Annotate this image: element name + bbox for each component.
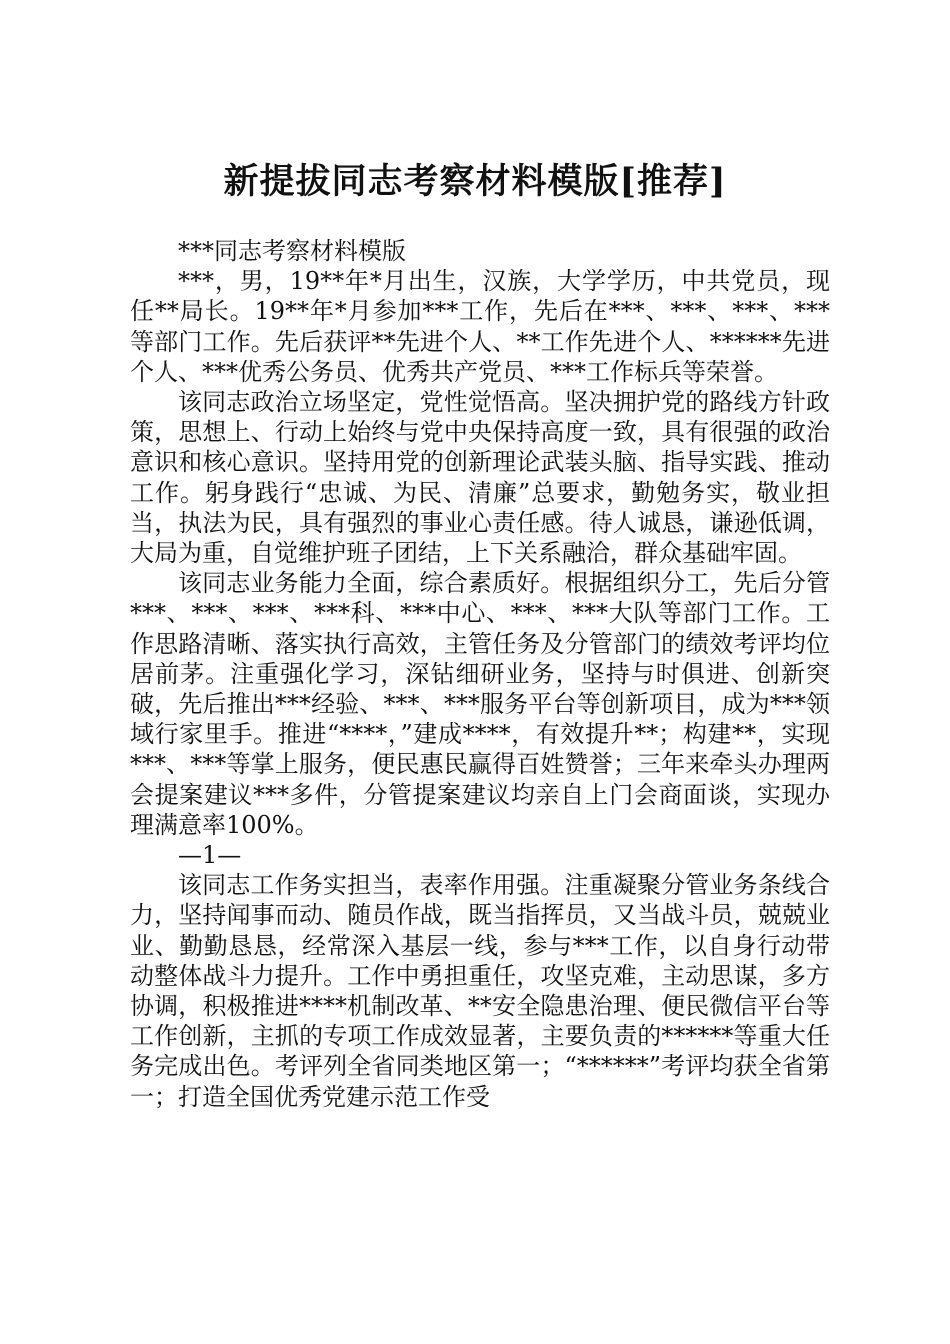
paragraph-intro: ***，男，19**年*月出生，汉族，大学学历，中共党员，现任**局长。19**年*月参加***工作，先后在***、***、***、***等部门工作。先后获评**先进个人、**工作先进个人、******先进个人、***优秀公务员、优秀共产党员、***工作标兵等荣誉。 (130, 267, 830, 386)
paragraph-political: 该同志政治立场坚定，党性觉悟高。坚决拥护党的路线方针政策，思想上、行动上始终与党中央保持高度一致，具有很强的政治意识和核心意识。坚持用党的创新理论武装头脑、指导实践、推动工作。躬身践行“忠诚、为民、清廉”总要求，勤勉务实，敬业担当，执法为民，具有强烈的事业心责任感。待人诚恳，谦逊低调，大局为重，自觉维护班子团结，上下关系融洽，群众基础牢固。 (130, 388, 830, 568)
paragraph-ability: 该同志业务能力全面，综合素质好。根据组织分工，先后分管***、***、***、***科、***中心、***、***大队等部门工作。工作思路清晰、落实执行高效，主管任务及分管部门的绩效考评均位居前茅。注重强化学习，深钻细研业务，坚持与时俱进、创新突破，先后推出***经验、***、***服务平台等创新项目，成为***领域行家里手。推进“****，”建成****，有效提升**；构建**，实现***、***等掌上服务，便民惠民赢得百姓赞誉；三年来牵头办理两会提案建议***多件，分管提案建议均亲自上门会商面谈，实现办理满意率100%。 (130, 569, 830, 839)
paragraph-work: 该同志工作务实担当，表率作用强。注重凝聚分管业务条线合力，坚持闻事而动、随员作战，既当指挥员，又当战斗员，兢兢业业、勤勤恳恳，经常深入基层一线，参与***工作，以自身行动带动整体战斗力提升。工作中勇担重任，攻坚克难，主动思谋，多方协调，积极推进****机制改革、**安全隐患治理、便民微信平台等工作创新，主抓的专项工作成效显著，主要负责的******等重大任务完成出色。考评列全省同类地区第一；“******”考评均获全省第一；打造全国优秀党建示范工作受 (130, 871, 830, 1111)
document-title: 新提拔同志考察材料模版[推荐] (223, 161, 727, 202)
document-subtitle: ***同志考察材料模版 (178, 237, 406, 265)
page-number: —1— (178, 841, 242, 870)
document-body (130, 236, 830, 1112)
